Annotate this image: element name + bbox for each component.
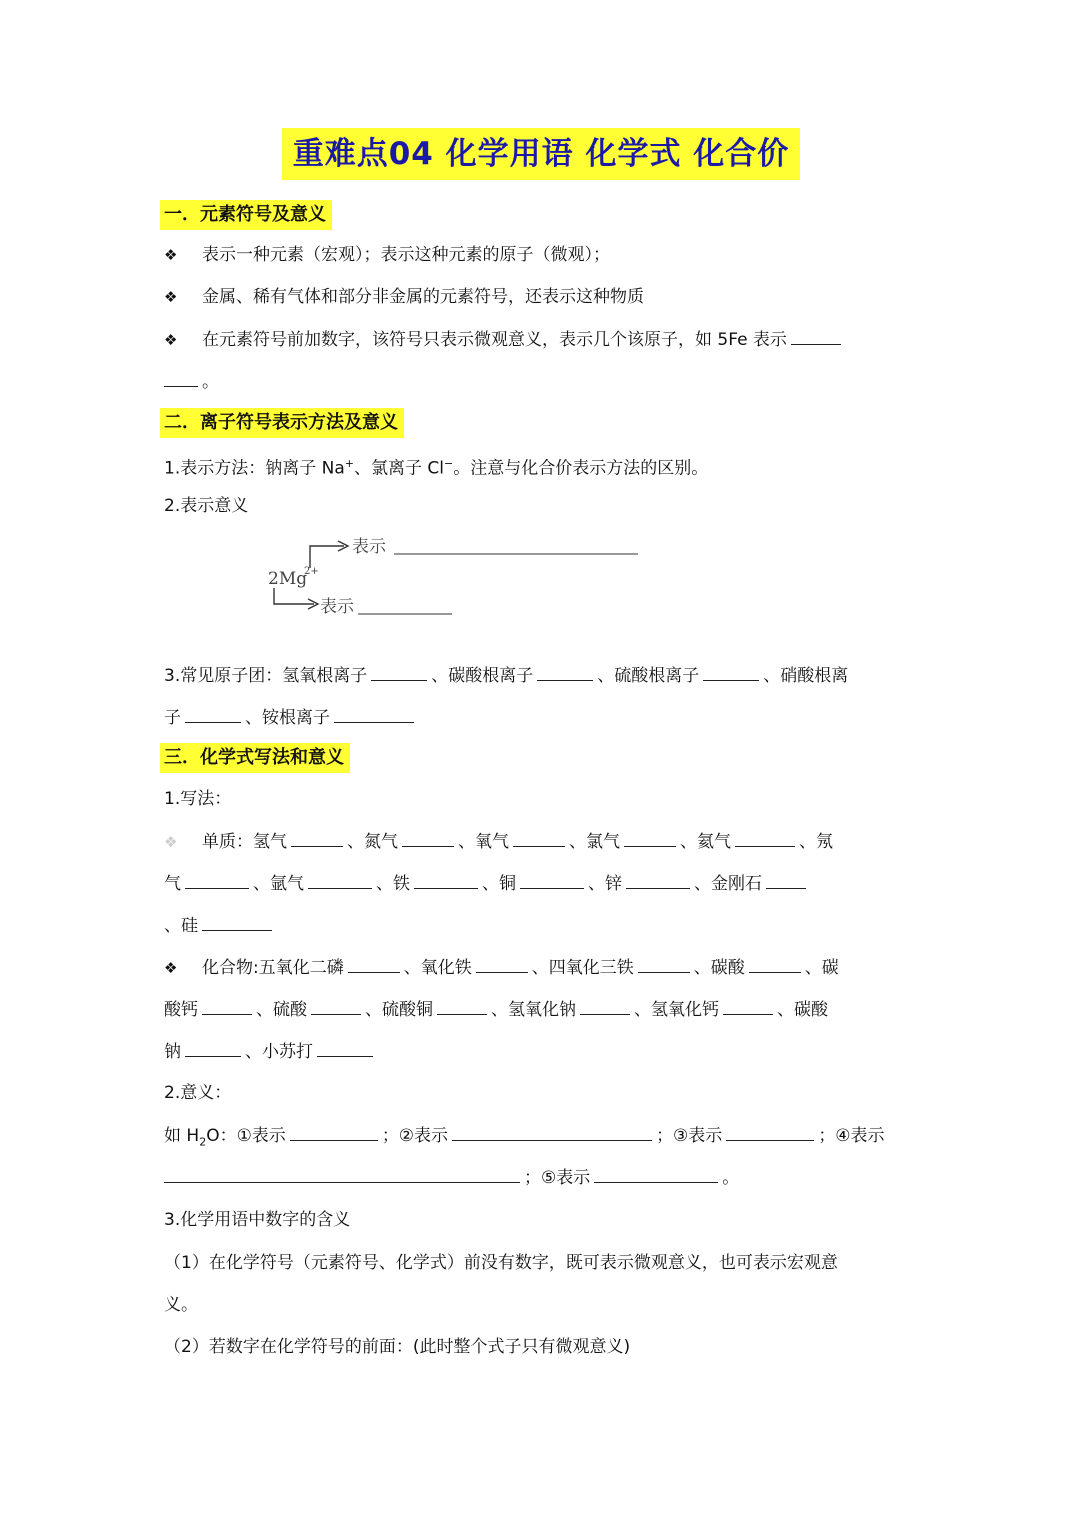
answer-blank[interactable] <box>185 870 249 889</box>
answer-blank[interactable] <box>185 1038 241 1057</box>
bullet-icon: ❖ <box>164 959 178 977</box>
meaning-text: ；④表示 <box>818 1126 885 1146</box>
elem-text: 、氯气 <box>569 832 620 852</box>
s3-elements-line-1 <box>164 828 916 855</box>
s1-item-3-end: 。 <box>202 372 219 392</box>
answer-blank[interactable] <box>317 1038 373 1057</box>
answer-blank[interactable] <box>513 828 565 847</box>
answer-blank[interactable] <box>580 996 630 1015</box>
s3-elements-line-2 <box>164 870 916 897</box>
bullet-icon: ❖ <box>164 833 178 851</box>
answer-blank[interactable] <box>308 870 372 889</box>
s3-compounds-line-2 <box>164 996 916 1023</box>
s2-point-2: 2.表示意义 <box>164 496 249 516</box>
diagram-charge: 2+ <box>304 566 319 577</box>
answer-blank[interactable] <box>334 704 414 723</box>
answer-blank[interactable] <box>520 870 584 889</box>
comp-text: 化合物:五氧化二磷 <box>202 958 344 978</box>
comp-text: 、氧化铁 <box>403 958 472 978</box>
s3-numbers-point-2: （2）若数字在化学符号的前面：(此时整个式子只有微观意义) <box>164 1337 631 1357</box>
s3-numbers-heading: 3.化学用语中数字的含义 <box>164 1210 351 1230</box>
s2-point-3-cont <box>164 704 916 731</box>
elem-text: 气 <box>164 874 181 894</box>
s2-p3-text-c: 、硫酸根离子 <box>597 666 700 686</box>
comp-text: 、碳酸 <box>777 1000 828 1020</box>
answer-blank[interactable] <box>452 1122 652 1141</box>
answer-blank[interactable] <box>638 954 690 973</box>
s1-item-3-cont <box>164 368 916 395</box>
arrow-up-line <box>310 546 344 568</box>
elem-text: 、硅 <box>164 916 198 936</box>
bullet-icon: ❖ <box>164 246 178 264</box>
answer-blank[interactable] <box>749 954 801 973</box>
elem-text: 单质：氢气 <box>202 832 287 852</box>
subscript: 2 <box>199 1135 207 1149</box>
meaning-text: 。 <box>722 1168 740 1188</box>
answer-blank[interactable] <box>626 870 690 889</box>
s2-point-3 <box>164 662 916 689</box>
answer-blank[interactable] <box>537 662 593 681</box>
s2-p1-text-b: 、氯离子 Cl <box>353 458 444 479</box>
elem-text: 、锌 <box>588 874 622 894</box>
s3-write-heading: 1.写法： <box>164 789 232 809</box>
elem-text: 、氮气 <box>347 832 398 852</box>
answer-blank[interactable] <box>291 828 343 847</box>
answer-blank[interactable] <box>402 828 454 847</box>
s2-point-1 <box>164 451 916 482</box>
comp-text: 酸钙 <box>164 1000 198 1020</box>
s2-p3-text-b: 、碳酸根离子 <box>431 666 534 686</box>
s1-item-3 <box>164 326 916 353</box>
s3-meaning-line-1 <box>164 1122 916 1155</box>
s2-p3-text-e: 子 <box>164 708 181 728</box>
answer-blank[interactable] <box>290 1122 378 1141</box>
answer-blank[interactable] <box>791 326 841 345</box>
meaning-text: ；②表示 <box>381 1126 449 1146</box>
comp-text: 、碳酸 <box>693 958 745 978</box>
s1-item-3-text: 在元素符号前加数字，该符号只表示微观意义，表示几个该原子，如 5Fe 表示 <box>202 330 787 350</box>
elem-text: 、氧气 <box>458 832 509 852</box>
s3-numbers-point-1: （1）在化学符号（元素符号、化学式）前没有数字，既可表示微观意义，也可表示宏观意 <box>164 1253 838 1273</box>
elem-text: 、金刚石 <box>694 874 762 894</box>
s3-compounds-line-3 <box>164 1038 916 1065</box>
diagram-top-label: 表示 <box>352 537 386 557</box>
diagram-formula: 2Mg <box>268 569 308 589</box>
comp-text: 钠 <box>164 1042 181 1062</box>
comp-text: 、硫酸铜 <box>365 1000 433 1020</box>
comp-text: 、氢氧化钙 <box>634 1000 719 1020</box>
answer-blank[interactable] <box>624 828 676 847</box>
section-heading-2: 二．离子符号表示方法及意义 <box>160 408 404 438</box>
answer-blank[interactable] <box>202 996 252 1015</box>
elem-text: 、氩气 <box>253 874 304 894</box>
s3-compounds-line-1 <box>164 954 916 981</box>
bullet-icon: ❖ <box>164 288 178 306</box>
charge-sup: − <box>443 457 454 470</box>
s1-item-1-text: 表示一种元素（宏观）；表示这种元素的原子（微观）； <box>202 245 610 265</box>
answer-blank[interactable] <box>202 912 272 931</box>
section-heading-3: 三．化学式写法和意义 <box>160 743 350 773</box>
answer-blank[interactable] <box>371 662 427 681</box>
meaning-text: O：①表示 <box>206 1126 286 1146</box>
elem-text: 、氦气 <box>680 832 731 852</box>
answer-blank[interactable] <box>164 1164 520 1183</box>
charge-sup: + <box>344 457 354 470</box>
answer-blank[interactable] <box>348 954 400 973</box>
answer-blank[interactable] <box>726 1122 814 1141</box>
s2-p3-text-f: 、铵根离子 <box>245 708 330 728</box>
answer-blank[interactable] <box>414 870 478 889</box>
s2-p3-text-d: 、硝酸根离 <box>763 666 849 686</box>
answer-blank[interactable] <box>594 1164 718 1183</box>
s1-item-2-text: 金属、稀有气体和部分非金属的元素符号，还表示这种物质 <box>202 287 644 307</box>
s1-item-2 <box>164 284 916 310</box>
diagram-bottom-label: 表示 <box>320 597 354 617</box>
answer-blank[interactable] <box>703 662 759 681</box>
answer-blank[interactable] <box>476 954 528 973</box>
page-title: 重难点04 化学用语 化学式 化合价 <box>282 128 800 180</box>
arrow-down-line <box>274 588 314 604</box>
meaning-text: ；③表示 <box>656 1126 723 1146</box>
bullet-icon: ❖ <box>164 331 178 349</box>
elem-text: 、铜 <box>482 874 516 894</box>
s3-numbers-point-1-cont: 义。 <box>164 1295 198 1315</box>
comp-text: 、氢氧化钠 <box>491 1000 576 1020</box>
meaning-text: ；⑤表示 <box>524 1168 591 1188</box>
comp-text: 、硫酸 <box>256 1000 307 1020</box>
s2-p1-text-c: 。注意与化合价表示方法的区别。 <box>453 458 709 479</box>
comp-text: 、四氧化三铁 <box>531 958 634 978</box>
comp-text: 、碳 <box>804 958 839 978</box>
s3-meaning-heading: 2.意义： <box>164 1083 232 1103</box>
answer-blank[interactable] <box>164 368 198 387</box>
meaning-text: 如 H <box>164 1126 200 1146</box>
s3-meaning-line-2 <box>164 1164 916 1191</box>
s3-elements-line-3 <box>164 912 916 939</box>
ion-meaning-diagram <box>262 532 662 632</box>
s2-p1-text-a: 1.表示方法：钠离子 Na <box>164 458 345 479</box>
elem-text: 、氖 <box>799 832 833 852</box>
answer-blank[interactable] <box>735 828 795 847</box>
answer-blank[interactable] <box>185 704 241 723</box>
comp-text: 、小苏打 <box>245 1042 313 1062</box>
answer-blank[interactable] <box>311 996 361 1015</box>
answer-blank[interactable] <box>723 996 773 1015</box>
elem-text: 、铁 <box>376 874 410 894</box>
s2-p3-text-a: 3.常见原子团：氢氧根离子 <box>164 666 368 686</box>
answer-blank[interactable] <box>766 870 806 889</box>
s1-item-1 <box>164 242 916 268</box>
section-heading-1: 一．元素符号及意义 <box>160 200 332 230</box>
answer-blank[interactable] <box>437 996 487 1015</box>
